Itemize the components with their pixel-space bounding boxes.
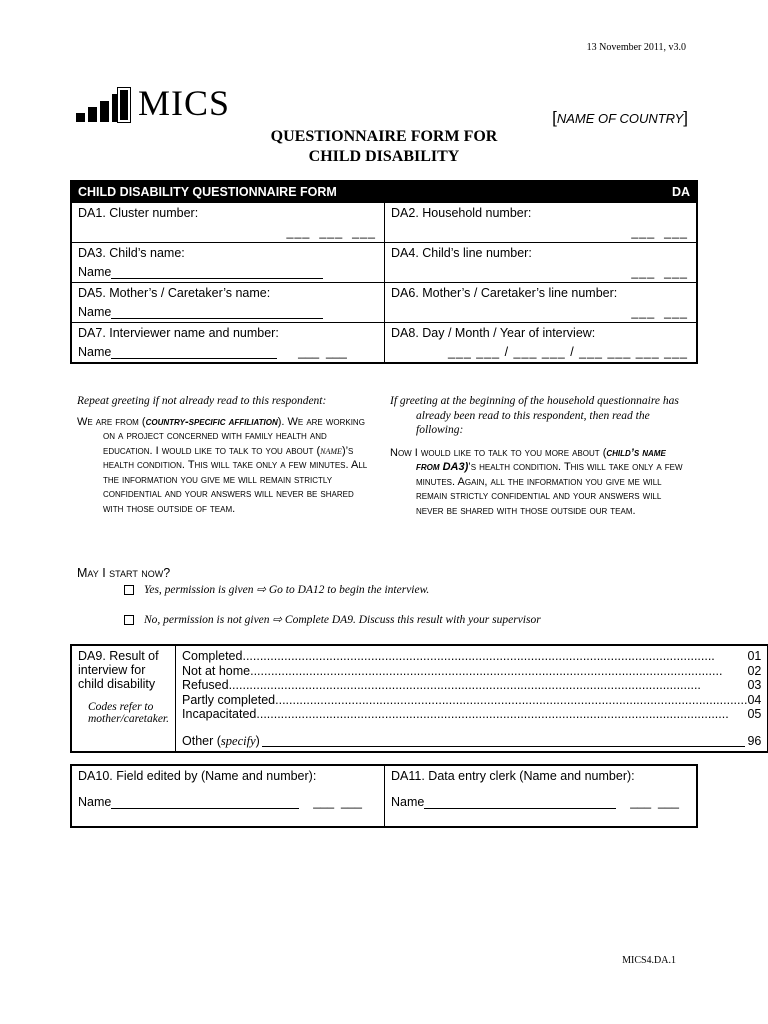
logo-text: MICS (138, 83, 231, 123)
field-da10[interactable]: DA10. Field edited by (Name and number): Name ___ ___ (71, 765, 385, 827)
start-question: May I start now? (77, 566, 171, 580)
right-intro: If greeting at the beginning of the household questionnaire has already been read to this respondent, then read the following: Now I would like to talk to you more about (child’s name from DA3)’s health condition. This will take only a few minutes. Again, all the information you give me will remain strictly confidential and your answers will never be shared with those outside our team. (390, 395, 683, 517)
field-da11[interactable]: DA11. Data entry clerk (Name and number): Name ___ ___ (385, 765, 698, 827)
field-da5[interactable]: DA5. Mother’s / Caretaker’s name: Name (71, 283, 385, 323)
identification-table (70, 180, 698, 364)
field-da9-label: DA9. Result of interview for child disability Codes refer to mother/caretaker. (71, 645, 176, 752)
form-code-footer: MICS4.DA.1 (622, 955, 676, 966)
field-da6[interactable]: DA6. Mother’s / Caretaker’s line number: ___ ___ (385, 283, 698, 323)
code-partly-completed: Partly completed ..... 04 (182, 693, 761, 708)
option-yes[interactable]: Yes, permission is given ⇨ Go to DA12 to begin the interview. (124, 582, 429, 596)
field-da4[interactable]: DA4. Child’s line number: ___ ___ (385, 243, 698, 283)
code-not-at-home: Not at home ..... 02 (182, 664, 761, 679)
result-table (70, 644, 768, 753)
field-da2[interactable]: DA2. Household number: ___ ___ (385, 203, 698, 243)
field-da9-codes[interactable] (176, 645, 768, 752)
code-incapacitated: Incapacitated ..... 05 (182, 707, 761, 722)
checkbox-no[interactable] (124, 615, 134, 625)
field-da7[interactable]: DA7. Interviewer name and number: Name ___ ___ (71, 323, 385, 364)
option-no[interactable]: No, permission is not given ⇨ Complete DA9. Discuss this result with your supervisor (124, 612, 541, 626)
editing-table (70, 764, 698, 828)
page-title: QUESTIONNAIRE FORM FOR CHILD DISABILITY (270, 128, 498, 165)
left-intro: Repeat greeting if not already read to this respondent: We are from (country-specific affiliation). We are working on a project concerned with family health and education. I would like to talk to you about (name)’s health condition. This will take only a few minutes. All the information you give me will remain strictly confidential and your answers will never be shared with those outside of team. (77, 395, 368, 515)
field-da3[interactable]: DA3. Child’s name: Name (71, 243, 385, 283)
checkbox-yes[interactable] (124, 585, 134, 595)
field-da8[interactable]: DA8. Day / Month / Year of interview: ___ ___ / ___ ___ / ___ ___ ___ ___ (385, 323, 698, 364)
code-completed: Completed ..... 01 (182, 649, 761, 664)
field-da1[interactable]: DA1. Cluster number: ___ ___ ___ (71, 203, 385, 243)
code-other: Other (specify) 96 (182, 733, 762, 748)
country-placeholder: [NAME OF COUNTRY] (552, 108, 688, 127)
form-header: CHILD DISABILITY QUESTIONNAIRE FORM DA (71, 181, 697, 203)
version-date: 13 November 2011, v3.0 (586, 42, 686, 53)
code-refused: Refused ..... 03 (182, 678, 761, 693)
